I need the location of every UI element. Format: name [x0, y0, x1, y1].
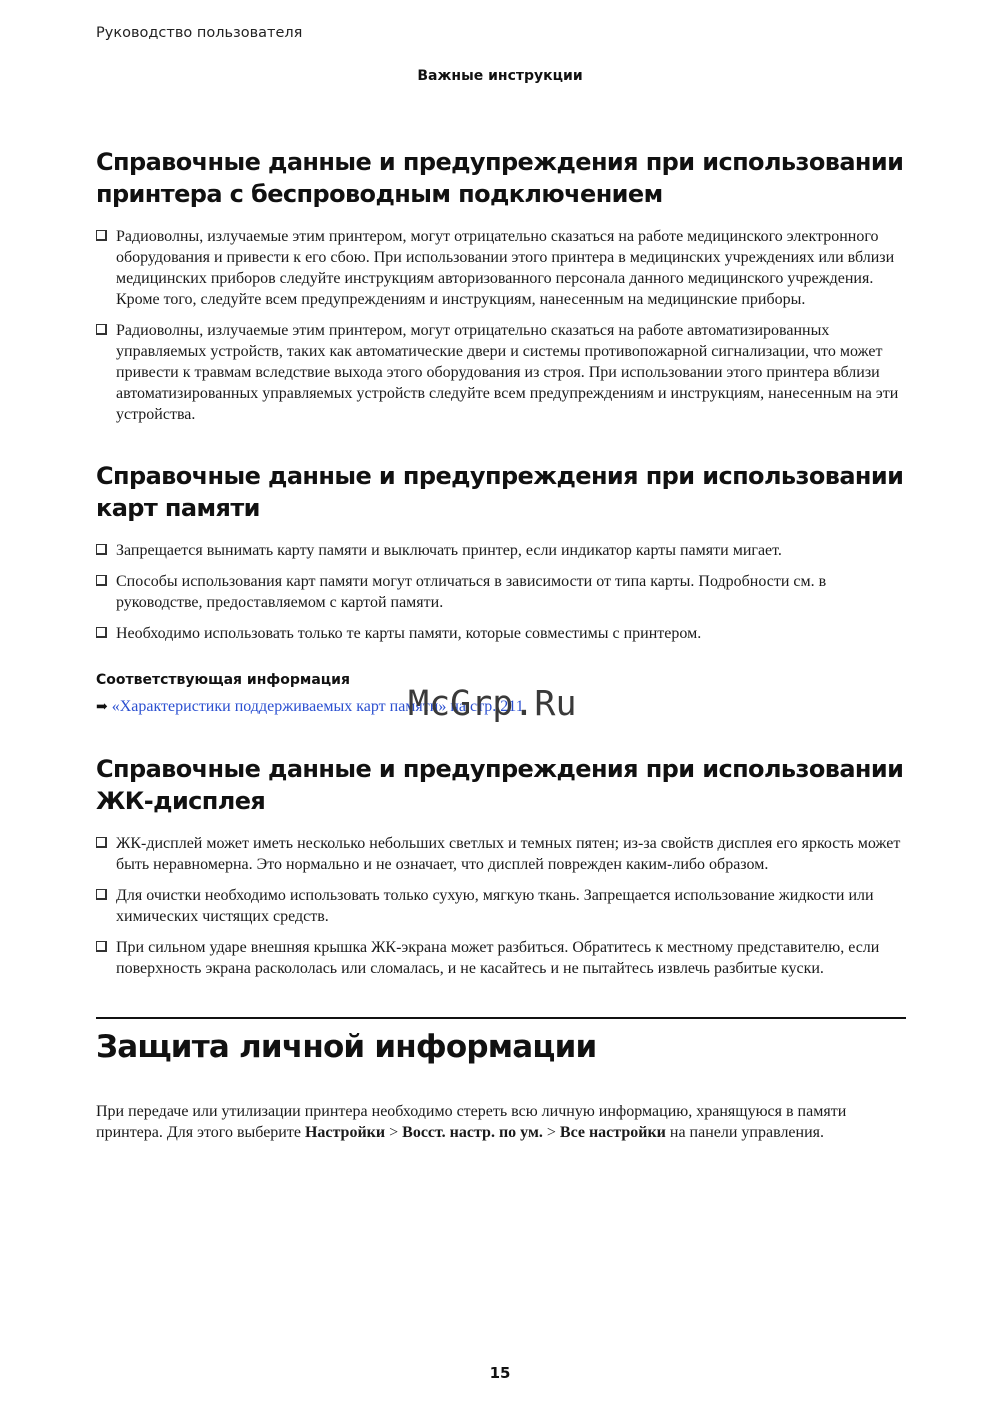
privacy-paragraph: При передаче или утилизации принтера необходимо стереть всю личную информацию, хранящуюся в памяти принтера. Для этого выберите Настройки > Восст. настр. по ум. > Все настройки на панели управления.	[96, 1103, 847, 1141]
menu-all-settings: Все настройки	[559, 1124, 666, 1141]
section-heading: Справочные данные и предупреждения при использовании карт памяти	[96, 462, 904, 522]
list-item: Необходимо использовать только те карты памяти, которые совместимы с принтером.	[96, 623, 906, 644]
list-item: Для очистки необходимо использовать только сухую, мягкую ткань. Запрещается использование жидкости или химических чистящих средств.	[96, 885, 906, 927]
checkbox-bullet-icon	[96, 544, 107, 555]
page-content	[96, 146, 906, 1143]
list-item: Радиоволны, излучаемые этим принтером, могут отрицательно сказаться на работе медицинского электронного оборудования и привести к его сбою. При использовании этого принтера в медицинских учреждениях или вблизи медицинских приборов следуйте инструкциям авторизованного персонала данного медицинского учреждения. Кроме того, следуйте всем предупреждениям и инструкциям, нанесенным на медицинские приборы.	[96, 226, 906, 310]
chapter-title: Важные инструкции	[417, 68, 583, 84]
section-lcd	[96, 753, 906, 979]
arrow-right-icon: ➡	[96, 700, 108, 715]
page-number: 15	[489, 1364, 511, 1382]
section-memory-cards	[96, 460, 906, 718]
section-divider	[96, 1017, 906, 1019]
watermark-text: McGrp.Ru	[408, 684, 577, 724]
list-item: При сильном ударе внешняя крышка ЖК-экрана может разбиться. Обратитесь к местному представителю, если поверхность экрана раскололась или сломалась, и не касайтесь и не пытайтесь извлечь разбитые куски.	[96, 937, 906, 979]
bullet-list	[96, 226, 906, 425]
checkbox-bullet-icon	[96, 324, 107, 335]
checkbox-bullet-icon	[96, 941, 107, 952]
checkbox-bullet-icon	[96, 575, 107, 586]
section-heading: Справочные данные и предупреждения при использовании ЖК-дисплея	[96, 755, 904, 815]
bullet-list	[96, 833, 906, 979]
list-item: Радиоволны, излучаемые этим принтером, могут отрицательно сказаться на работе автоматизированных управляемых устройств, таких как автоматические двери и системы противопожарной сигнализации, что может привести к травмам вследствие выхода этого оборудования из строя. При использовании этого принтера вблизи автоматизированных управляемых устройств следуйте всем предупреждениям и инструкциям, нанесенным на эти устройства.	[96, 320, 906, 425]
checkbox-bullet-icon	[96, 230, 107, 241]
list-item: ЖК-дисплей может иметь несколько небольших светлых и темных пятен; из-за свойств дисплея его яркость может быть неравномерна. Это нормально и не означает, что дисплей поврежден каким-либо образом.	[96, 833, 906, 875]
checkbox-bullet-icon	[96, 627, 107, 638]
list-item: Запрещается вынимать карту памяти и выключать принтер, если индикатор карты памяти мигает.	[96, 540, 906, 561]
bullet-list	[96, 540, 906, 644]
privacy-heading: Защита личной информации	[96, 1029, 597, 1065]
menu-settings: Настройки	[304, 1124, 386, 1141]
checkbox-bullet-icon	[96, 837, 107, 848]
section-heading: Справочные данные и предупреждения при использовании принтера с беспроводным подключением	[96, 148, 904, 208]
manual-title: Руководство пользователя	[96, 25, 303, 41]
list-item: Способы использования карт памяти могут отличаться в зависимости от типа карты. Подробности см. в руководстве, предоставляемом с картой памяти.	[96, 571, 906, 613]
related-info-title: Соответствующая информация	[96, 672, 350, 688]
section-wireless	[96, 146, 906, 425]
menu-restore-defaults: Восст. настр. по ум.	[402, 1124, 543, 1141]
checkbox-bullet-icon	[96, 889, 107, 900]
memory-card-specs-link[interactable]: «Характеристики поддерживаемых карт памяти» на стр. 211	[111, 698, 524, 715]
